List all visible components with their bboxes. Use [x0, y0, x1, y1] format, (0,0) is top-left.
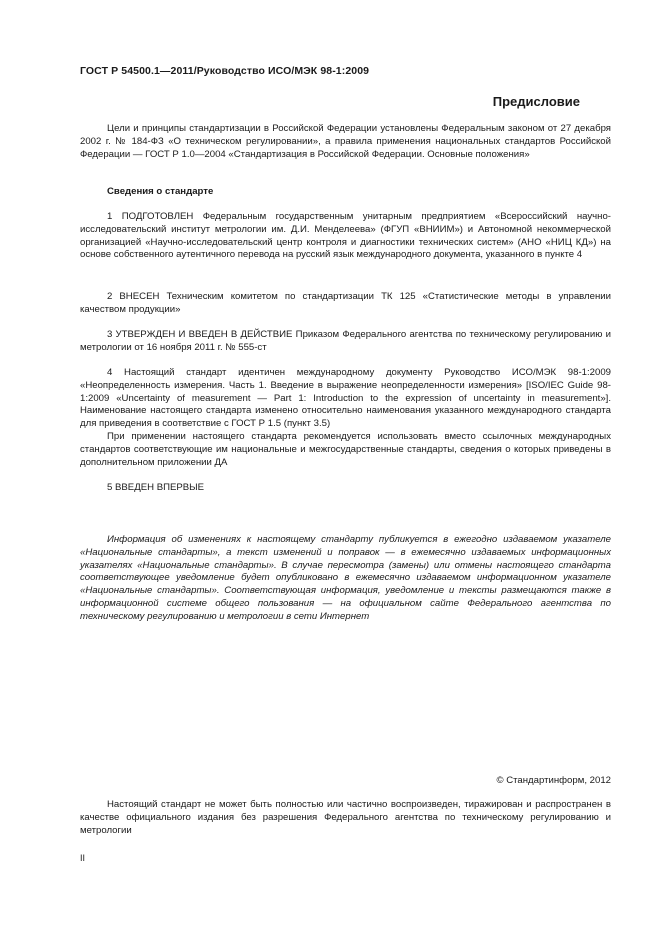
item-5-section: [80, 482, 611, 495]
amendments-info-section: [80, 534, 611, 624]
item-3-section: [80, 329, 611, 355]
item-4-section: [80, 367, 611, 469]
reproduction-notice-paragraph: Настоящий стандарт не может быть полностью или частично воспроизведен, тиражирован и распространен в качестве официального издания без разрешения Федерального агентства по техническому регулированию и метрологии: [80, 799, 611, 836]
copyright-line: © Стандартинформ, 2012: [496, 775, 611, 786]
item-2-section: [80, 291, 611, 317]
item-1-paragraph: 1 ПОДГОТОВЛЕН Федеральным государственным унитарным предприятием «Всероссийский научно-исследовательский институт метрологии им. Д.И. Менделеева» (ФГУП «ВНИИМ») и Автономной некоммерческой организацией «Научно-исследовательский центр контроля и диагностики технических систем» (АНО «НИЦ КД») на основе собственного аутентичного перевода на русский язык международного документа, указанного в пункте 4: [80, 211, 611, 261]
item-3-paragraph: 3 УТВЕРЖДЕН И ВВЕДЕН В ДЕЙСТВИЕ Приказом Федерального агентства по техническому регулированию и метрологии от 16 ноября 2011 г. № 555-ст: [80, 329, 611, 353]
item-4-paragraph: 4 Настоящий стандарт идентичен международному документу Руководство ИСО/МЭК 98-1:2009 «Неопределенность измерения. Часть 1. Введение в выражение неопределенности измерения» [ISO/IEC Guide 98-1:2009 «Uncertainty of measurement — Part 1: Introduction to the expression of uncertainty in measurement»]. Наименование настоящего стандарта изменено относительно наименования указанного международного стандарта для приведения в соответствие с ГОСТ Р 1.5 (пункт 3.5): [80, 367, 611, 430]
document-header: ГОСТ Р 54500.1—2011/Руководство ИСО/МЭК 98-1:2009: [80, 65, 370, 77]
item-5-paragraph: 5 ВВЕДЕН ВПЕРВЫЕ: [107, 482, 205, 493]
item-4-note-paragraph: При применении настоящего стандарта рекомендуется использовать вместо ссылочных международных стандартов соответствующие им национальные и межгосударственные стандарты, сведения о которых приведены в дополнительном приложении ДА: [80, 430, 611, 468]
amendments-info-paragraph: Информация об изменениях к настоящему стандарту публикуется в ежегодно издаваемом указателе «Национальные стандарты», а текст изменений и поправок — в ежемесячно издаваемых информационных указателях «Национальные стандарты». В случае пересмотра (замены) или отмены настоящего стандарта соответствующее уведомление будет опубликовано в ежемесячно издаваемом информационном указателе «Национальные стандарты». Соответствующая информация, уведомление и тексты размещаются также в информационной системе общего пользования — на официальном сайте Федерального агентства по техническому регулированию и метрологии в сети Интернет: [80, 534, 611, 622]
item-1-section: [80, 211, 611, 262]
intro-paragraph: Цели и принципы стандартизации в Российской Федерации установлены Федеральным законом от 27 декабря 2002 г. № 184-ФЗ «О техническом регулировании», а правила применения национальных стандартов Российской Федерации — ГОСТ Р 1.0—2004 «Стандартизация в Российской Федерации. Основные положения»: [80, 123, 611, 160]
intro-section: [80, 123, 611, 161]
page-title: Предисловие: [492, 94, 580, 109]
page-number: II: [80, 853, 86, 863]
subheading-standard-info: Сведения о стандарте: [107, 186, 214, 197]
item-2-paragraph: 2 ВНЕСЕН Техническим комитетом по стандартизации ТК 125 «Статистические методы в управлении качеством продукции»: [80, 291, 611, 315]
reproduction-notice-section: [80, 799, 611, 837]
